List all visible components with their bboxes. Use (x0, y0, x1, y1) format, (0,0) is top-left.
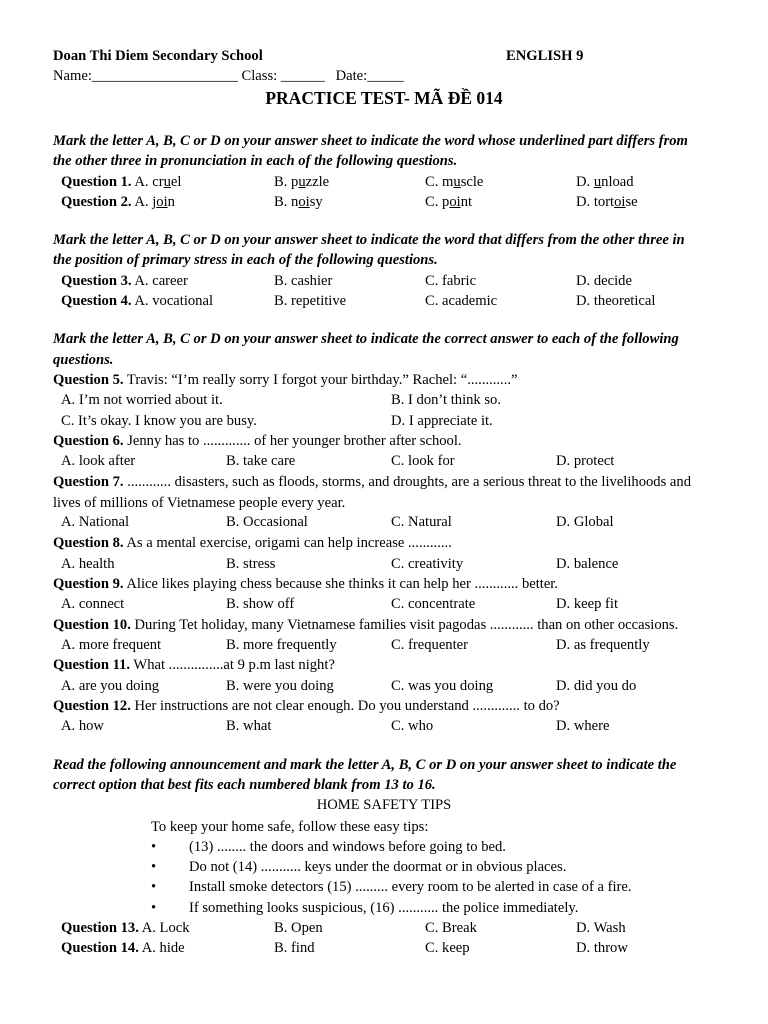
option-b: B. what (226, 718, 272, 734)
option-d: D. Global (556, 514, 614, 530)
bullet-item: Do not (14) ........... keys under the doormat or in obvious places. (189, 859, 567, 875)
option-b: B. take care (226, 453, 296, 469)
option-b: B. cashier (274, 273, 333, 289)
option-b: B. repetitive (274, 293, 347, 309)
option-d: D. protect (556, 453, 615, 469)
option-c: C. who (391, 718, 434, 734)
option-a: A. look after (61, 453, 136, 469)
class-blank: ______ (280, 68, 325, 84)
option-c: C. academic (425, 293, 498, 309)
option-d: D. balence (556, 556, 619, 572)
page-title: PRACTICE TEST- MÃ ĐỀ 014 (265, 88, 503, 108)
date-blank: _____ (367, 68, 404, 84)
option-c: C. fabric (425, 273, 477, 289)
option-d: D. theoretical (576, 293, 656, 309)
option-d: D. did you do (556, 678, 637, 694)
option-a: A. connect (61, 596, 125, 612)
question-label: Question 13. (61, 920, 139, 936)
option-a: A. I’m not worried about it. (61, 392, 223, 408)
option-c: C. It’s okay. I know you are busy. (61, 413, 257, 429)
option-b: B. Open (274, 920, 323, 936)
option-a: A. vocational (134, 293, 214, 309)
date-label: Date: (335, 68, 368, 84)
option-d: D. Wash (576, 920, 626, 936)
option-b: B. were you doing (226, 678, 334, 694)
option-a: A. hide (141, 940, 185, 956)
option-b: B. find (274, 940, 315, 956)
bullet-icon: • (151, 900, 157, 916)
option-c: C. frequenter (391, 637, 468, 653)
instruction-stress-1: Mark the letter A, B, C or D on your answer sheet to indicate the word that differs from the other three in (53, 232, 685, 248)
option-c: C. keep (425, 940, 470, 956)
question-label: Question 2. (61, 194, 132, 210)
option-d: D. I appreciate it. (391, 413, 493, 429)
option-d: D. unload (576, 174, 634, 190)
bullet-icon: • (151, 839, 157, 855)
option-d: D. keep fit (556, 596, 619, 612)
option-d: D. tortoise (576, 194, 638, 210)
instruction-stress-2: the position of primary stress in each of the following questions. (53, 252, 438, 268)
name-label: Name: (53, 68, 92, 84)
option-d: D. throw (576, 940, 628, 956)
option-b: B. stress (226, 556, 276, 572)
option-a: A. are you doing (61, 678, 160, 694)
option-c: C. muscle (425, 174, 484, 190)
bullet-icon: • (151, 879, 157, 895)
question-11-stem: Question 11. What ...............at 9 p.m last night? (53, 657, 335, 673)
option-a: A. health (61, 556, 115, 572)
announcement-heading: HOME SAFETY TIPS (316, 797, 452, 813)
question-label: Question 1. (61, 174, 132, 190)
announcement-intro: To keep your home safe, follow these easy tips: (151, 819, 429, 835)
question-7-stem: Question 7. ............ disasters, such as floods, storms, and droughts, are a serious threat to the livelihoods and (53, 474, 691, 490)
question-2-options-a: Question 2. A. join (61, 194, 175, 210)
question-label: Question 14. (61, 940, 139, 956)
option-c: C. Natural (391, 514, 452, 530)
option-a: A. Lock (141, 920, 190, 936)
question-6-stem: Question 6. Jenny has to ............. of her younger brother after school. (53, 433, 462, 449)
instruction-pronunciation-2: the other three in pronunciation in each of the following questions. (53, 153, 458, 169)
question-10-stem: Question 10. During Tet holiday, many Vietnamese families visit pagodas ............ than on other occasions. (53, 617, 679, 633)
subject-label: ENGLISH 9 (506, 48, 584, 64)
question-label: Question 3. (61, 273, 132, 289)
school-name: Doan Thi Diem Secondary School (53, 48, 263, 64)
option-c: C. was you doing (391, 678, 494, 694)
option-b: B. noisy (274, 194, 323, 210)
instruction-pronunciation-1: Mark the letter A, B, C or D on your answer sheet to indicate the word whose underlined part differs from (53, 133, 688, 149)
option-a: A. National (61, 514, 130, 530)
option-a: A. career (134, 273, 188, 289)
name-blank: ____________________ (91, 68, 238, 84)
question-5-stem: Question 5. Travis: “I’m really sorry I forgot your birthday.” Rachel: “............” (53, 372, 518, 388)
instruction-reading-1: Read the following announcement and mark the letter A, B, C or D on your answer sheet to indicate the (53, 757, 677, 773)
option-a: A. more frequent (61, 637, 162, 653)
option-b: B. Occasional (226, 514, 308, 530)
bullet-icon: • (151, 859, 157, 875)
class-label: Class: (241, 68, 278, 84)
option-b: B. show off (226, 596, 295, 612)
question-7-stem-cont: lives of millions of Vietnamese people every year. (53, 495, 346, 511)
instruction-reading-2: correct option that best fits each numbered blank from 13 to 16. (53, 777, 436, 793)
question-label: Question 4. (61, 293, 132, 309)
question-1-options-a: Question 1. A. cruel (61, 174, 182, 190)
question-8-stem: Question 8. As a mental exercise, origami can help increase ............ (53, 535, 452, 551)
option-b: B. I don’t think so. (391, 392, 502, 408)
info-line (53, 66, 404, 86)
bullet-item: (13) ........ the doors and windows before going to bed. (189, 839, 506, 855)
option-d: D. where (556, 718, 610, 734)
option-b: B. puzzle (274, 174, 330, 190)
option-b: B. more frequently (226, 637, 337, 653)
option-c: C. concentrate (391, 596, 476, 612)
question-12-stem: Question 12. Her instructions are not clear enough. Do you understand ............. to do? (53, 698, 560, 714)
option-d: D. as frequently (556, 637, 650, 653)
bullet-item: Install smoke detectors (15) ......... every room to be alerted in case of a fire. (189, 879, 632, 895)
bullet-item: If something looks suspicious, (16) ........... the police immediately. (189, 900, 579, 916)
option-c: C. creativity (391, 556, 464, 572)
option-c: C. look for (391, 453, 455, 469)
instruction-correct-2: questions. (53, 352, 114, 368)
question-9-stem: Question 9. Alice likes playing chess because she thinks it can help her ............ better. (53, 576, 559, 592)
option-c: C. Break (425, 920, 477, 936)
instruction-correct-1: Mark the letter A, B, C or D on your answer sheet to indicate the correct answer to each of the following (53, 331, 679, 347)
option-a: A. how (61, 718, 104, 734)
option-d: D. decide (576, 273, 632, 289)
option-c: C. point (425, 194, 473, 210)
